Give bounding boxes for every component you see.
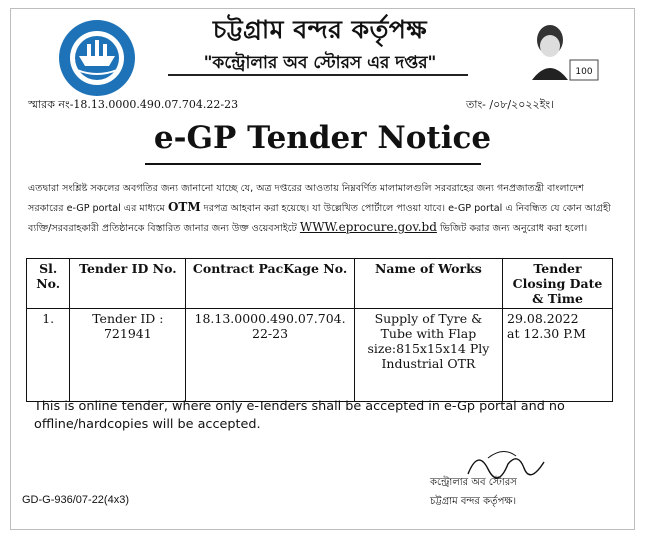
closing-time: at 12.30 P.M <box>507 326 586 341</box>
otm-label: OTM <box>167 200 201 214</box>
memo-reference: স্মারক নং-18.13.0000.490.07.704.22-23 <box>28 98 239 111</box>
tender-table <box>26 258 613 402</box>
table-header-row <box>27 259 613 309</box>
title-underline <box>145 163 481 165</box>
closing-date: 29.08.2022 <box>507 311 579 326</box>
cell-closing <box>503 309 613 402</box>
intro-paragraph <box>28 180 613 238</box>
memo-date: তাং- /০৮/২০২২ইং। <box>466 98 555 111</box>
intro-text-1: এতদ্বারা সংশ্লিষ্ট সকলের অবগতির জন্য জানানো যাচ্ছে যে, অত্র দপ্তরের আওতায় নিম্নবর্ণিত মালামালগুলি সরবরাহের জন্য গনপ্রজাতন্ত্রী বাংলাদেশ সরকারের e-GP portal এর মাধ্যমে <box>28 183 584 214</box>
port-authority-logo <box>57 18 137 98</box>
intro-text-2: দরপত্র আহবান করা হয়েছে। যা উল্লেখিত পোর্টালে পাওয়া যাবে। e-GP portal এ নিবন্ধিত যে কোন আগ্রহী ব্যক্তি/সরবরাহকারী প্রতিষ্ঠানকে বিস্তারিত জানার জন্য উক্ত ওয়েবসাইটে <box>28 203 611 234</box>
col-package: Contract PacKage No. <box>186 259 354 309</box>
col-closing: Tender Closing Date & Time <box>503 259 613 309</box>
svg-text:100: 100 <box>575 67 593 77</box>
table-row <box>27 309 613 402</box>
online-tender-note: This is online tender, where only e-Tenders shall be accepted in e-Gp portal and no offline/hardcopies will be accepted. <box>34 399 565 432</box>
col-sl: Sl. No. <box>27 259 70 309</box>
footer-code: GD-G-936/07-22(4x3) <box>22 494 129 506</box>
signatory-title: কন্ট্রোলার অব স্টোরস <box>430 477 517 488</box>
signatory-org: চট্টগ্রাম বন্দর কর্তৃপক্ষ। <box>430 496 517 507</box>
cell-package: 18.13.0000.490.07.704. 22-23 <box>186 309 354 402</box>
notice-title: e-GP Tender Notice <box>153 120 492 156</box>
cell-works: Supply of Tyre & Tube with Flap size:815x15x14 Ply Industrial OTR <box>354 309 502 402</box>
organization-name: চট্টগ্রাম বন্দর কর্তৃপক্ষ <box>212 15 428 44</box>
cell-tender-id: Tender ID : 721941 <box>70 309 186 402</box>
intro-text-3: ভিজিট করার জন্য অনুরোধ করা হলো। <box>436 223 588 234</box>
office-underline <box>168 74 468 77</box>
col-works: Name of Works <box>354 259 502 309</box>
office-name: "কন্ট্রোলার অব স্টোরস এর দপ্তর" <box>203 53 437 73</box>
eprocure-link[interactable]: WWW.eprocure.gov.bd <box>299 220 437 234</box>
portrait-emblem <box>520 16 600 86</box>
col-tender-id: Tender ID No. <box>70 259 186 309</box>
cell-sl: 1. <box>27 309 70 402</box>
